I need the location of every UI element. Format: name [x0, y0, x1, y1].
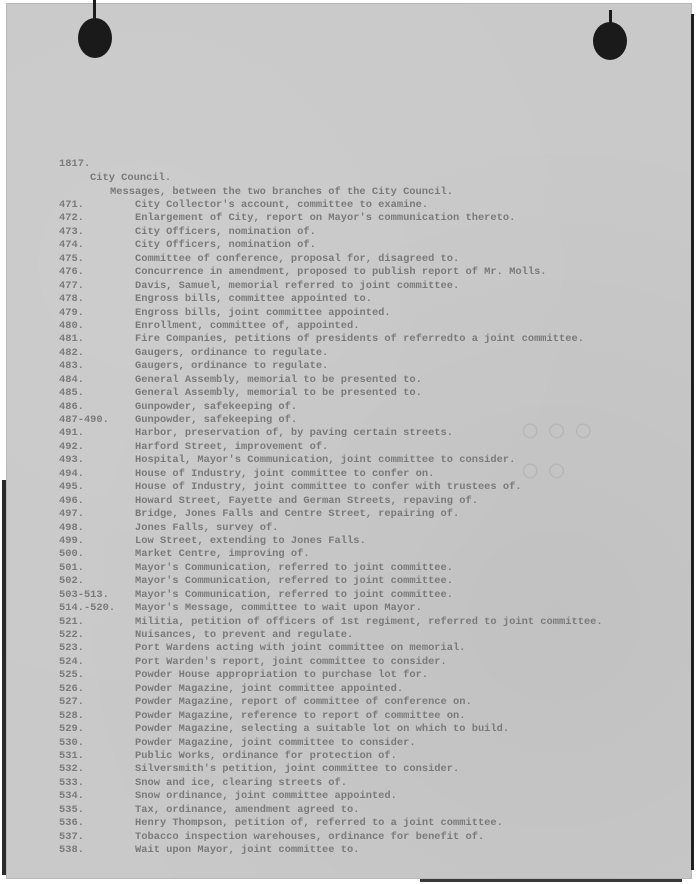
list-item: [59, 212, 603, 225]
entry-number: 473.: [59, 225, 84, 238]
list-item: [59, 602, 603, 615]
entry-text: Engross bills, joint committee appointed.: [135, 306, 391, 319]
list-item: [59, 347, 603, 360]
entry-text: Davis, Samuel, memorial referred to joint committee.: [135, 279, 460, 292]
entry-number: 484.: [59, 373, 84, 386]
entry-text: Enrollment, committee of, appointed.: [135, 319, 360, 332]
entry-number: 514.-520.: [59, 602, 116, 615]
list-item: [59, 253, 603, 266]
entry-text: Snow and ice, clearing streets of.: [135, 776, 348, 789]
entry-text: House of Industry, joint committee to confer on.: [135, 467, 435, 480]
list-item: [59, 696, 603, 709]
entry-text: Jones Falls, survey of.: [135, 521, 279, 534]
list-item: [59, 239, 603, 252]
list-item: [59, 320, 603, 333]
entry-number: 481.: [59, 333, 84, 346]
entry-number: 472.: [59, 212, 84, 225]
list-item: [59, 481, 603, 494]
list-item: [59, 226, 603, 239]
entry-number: 538.: [59, 844, 84, 856]
entry-number: 532.: [59, 763, 84, 776]
entry-text: Market Centre, improving of.: [135, 548, 310, 561]
section-heading: City Council.: [90, 172, 172, 184]
entry-text: Enlargement of City, report on Mayor's communication thereto.: [135, 212, 516, 225]
entry-number: 479.: [59, 306, 84, 319]
list-item: [59, 763, 603, 776]
entry-number: 482.: [59, 346, 84, 359]
entry-text: Gaugers, ordinance to regulate.: [135, 360, 329, 373]
entry-text: Port Warden's report, joint committee to consider.: [135, 655, 447, 668]
entry-number: 530.: [59, 736, 84, 749]
entry-text: Nuisances, to prevent and regulate.: [135, 629, 354, 641]
entry-number: 487-490.: [59, 414, 109, 426]
entry-text: Wait upon Mayor, joint committee to.: [135, 844, 360, 856]
entry-text: Engross bills, committee appointed to.: [135, 293, 372, 306]
list-item: [59, 804, 603, 817]
entry-number: 471.: [59, 199, 84, 211]
list-item: [59, 642, 603, 655]
entry-number: 478.: [59, 293, 84, 306]
entry-number: 480.: [59, 319, 84, 332]
entry-number: 475.: [59, 252, 84, 265]
entry-number: 536.: [59, 817, 84, 830]
entry-number: 531.: [59, 749, 84, 762]
list-item: [59, 414, 603, 427]
entry-text: Mayor's Communication, referred to joint committee.: [135, 588, 454, 601]
entry-number: 526.: [59, 682, 84, 695]
list-item: [59, 360, 603, 373]
year-heading: 1817.: [59, 158, 91, 170]
list-item: [59, 441, 603, 454]
entry-number: 491.: [59, 427, 84, 440]
entry-number: 494.: [59, 467, 84, 480]
list-item: [59, 427, 603, 440]
entry-text: City Officers, nomination of.: [135, 225, 316, 238]
entry-number: 533.: [59, 776, 84, 789]
list-item: [59, 468, 603, 481]
list-item: [59, 401, 603, 414]
list-item: [59, 562, 603, 575]
entry-number: 486.: [59, 400, 84, 413]
entry-number: 525.: [59, 669, 84, 682]
entry-number: 474.: [59, 239, 84, 252]
entry-text: Hospital, Mayor's Communication, joint committee to consider.: [135, 454, 516, 467]
list-item: [59, 777, 603, 790]
list-item: [59, 710, 603, 723]
entry-text: Harford Street, improvement of.: [135, 440, 329, 453]
list-item: [59, 629, 603, 642]
entry-text: Port Wardens acting with joint committee on memorial.: [135, 642, 466, 655]
entry-list: [59, 199, 603, 857]
list-item: [59, 589, 603, 602]
entry-number: 499.: [59, 534, 84, 547]
entry-number: 477.: [59, 279, 84, 292]
list-item: [59, 656, 603, 669]
entry-text: Bridge, Jones Falls and Centre Street, repairing of.: [135, 508, 460, 521]
list-item: [59, 844, 603, 857]
entry-number: 502.: [59, 575, 84, 588]
entry-number: 522.: [59, 629, 84, 641]
entry-text: City Collector's account, committee to examine.: [135, 199, 429, 211]
list-item: [59, 750, 603, 763]
list-item: [59, 333, 603, 346]
entry-text: General Assembly, memorial to be presented to.: [135, 373, 422, 386]
entry-number: 493.: [59, 454, 84, 467]
entry-text: Tax, ordinance, amendment agreed to.: [135, 803, 360, 816]
list-item: [59, 374, 603, 387]
entry-text: Committee of conference, proposal for, disagreed to.: [135, 252, 460, 265]
subsection-heading: Messages, between the two branches of the City Council.: [110, 186, 453, 198]
list-item: [59, 790, 603, 803]
list-item: [59, 266, 603, 279]
entry-text: Gunpowder, safekeeping of.: [135, 414, 298, 426]
entry-text: Powder Magazine, joint committee to consider.: [135, 736, 416, 749]
list-item: [59, 616, 603, 629]
entry-number: 497.: [59, 508, 84, 521]
list-item: [59, 683, 603, 696]
list-item: [59, 293, 603, 306]
entry-number: 492.: [59, 440, 84, 453]
entry-number: 495.: [59, 481, 84, 494]
entry-text: Henry Thompson, petition of, referred to a joint committee.: [135, 817, 503, 830]
entry-text: Concurrence in amendment, proposed to publish report of Mr. Molls.: [135, 266, 547, 279]
list-item: [59, 831, 603, 844]
entry-text: Public Works, ordinance for protection of.: [135, 749, 397, 762]
entry-text: Powder Magazine, selecting a suitable lot on which to build.: [135, 723, 510, 736]
entry-text: Powder Magazine, report of committee of conference on.: [135, 696, 472, 709]
entry-text: Mayor's Communication, referred to joint committee.: [135, 575, 454, 588]
entry-number: 501.: [59, 561, 84, 574]
list-item: [59, 454, 603, 467]
list-item: [59, 548, 603, 561]
entry-text: Howard Street, Fayette and German Streets, repaving of.: [135, 494, 478, 507]
list-item: [59, 199, 603, 212]
entry-number: 527.: [59, 696, 84, 709]
entry-text: City Officers, nomination of.: [135, 239, 316, 252]
entry-number: 535.: [59, 803, 84, 816]
entry-text: Silversmith's petition, joint committee to consider.: [135, 763, 460, 776]
entry-number: 521.: [59, 615, 84, 628]
list-item: [59, 387, 603, 400]
list-item: [59, 508, 603, 521]
list-item: [59, 280, 603, 293]
entry-text: Mayor's Communication, referred to joint committee.: [135, 561, 454, 574]
entry-number: 528.: [59, 709, 84, 722]
entry-text: Harbor, preservation of, by paving certain streets.: [135, 427, 454, 440]
entry-text: Powder House appropriation to purchase lot for.: [135, 669, 429, 682]
entry-number: 485.: [59, 387, 84, 400]
entry-text: Powder Magazine, joint committee appointed.: [135, 682, 404, 695]
entry-text: Fire Companies, petitions of presidents of referredto a joint committee.: [135, 333, 584, 346]
list-item: [59, 522, 603, 535]
entry-text: General Assembly, memorial to be presented to.: [135, 387, 422, 400]
entry-number: 500.: [59, 548, 84, 561]
entry-text: Snow ordinance, joint committee appointed.: [135, 790, 397, 803]
entry-text: Powder Magazine, reference to report of committee on.: [135, 709, 466, 722]
entry-number: 523.: [59, 642, 84, 655]
list-item: [59, 307, 603, 320]
entry-text: Gunpowder, safekeeping of.: [135, 400, 298, 413]
entry-text: Militia, petition of officers of 1st regiment, referred to joint committee.: [135, 615, 603, 628]
entry-number: 534.: [59, 790, 84, 803]
entry-text: Mayor's Message, committee to wait upon Mayor.: [135, 602, 422, 615]
entry-number: 496.: [59, 494, 84, 507]
entry-text: Tobacco inspection warehouses, ordinance for benefit of.: [135, 830, 485, 843]
entry-number: 483.: [59, 360, 84, 373]
list-item: [59, 723, 603, 736]
list-item: [59, 575, 603, 588]
list-item: [59, 669, 603, 682]
list-item: [59, 817, 603, 830]
entry-number: 537.: [59, 830, 84, 843]
list-item: [59, 495, 603, 508]
entry-number: 529.: [59, 723, 84, 736]
entry-number: 476.: [59, 266, 84, 279]
entry-text: Low Street, extending to Jones Falls.: [135, 534, 366, 547]
entry-number: 498.: [59, 521, 84, 534]
entry-number: 503-513.: [59, 588, 109, 601]
list-item: [59, 535, 603, 548]
entry-text: House of Industry, joint committee to confer with trustees of.: [135, 481, 522, 494]
entry-text: Gaugers, ordinance to regulate.: [135, 346, 329, 359]
entry-number: 524.: [59, 655, 84, 668]
list-item: [59, 737, 603, 750]
